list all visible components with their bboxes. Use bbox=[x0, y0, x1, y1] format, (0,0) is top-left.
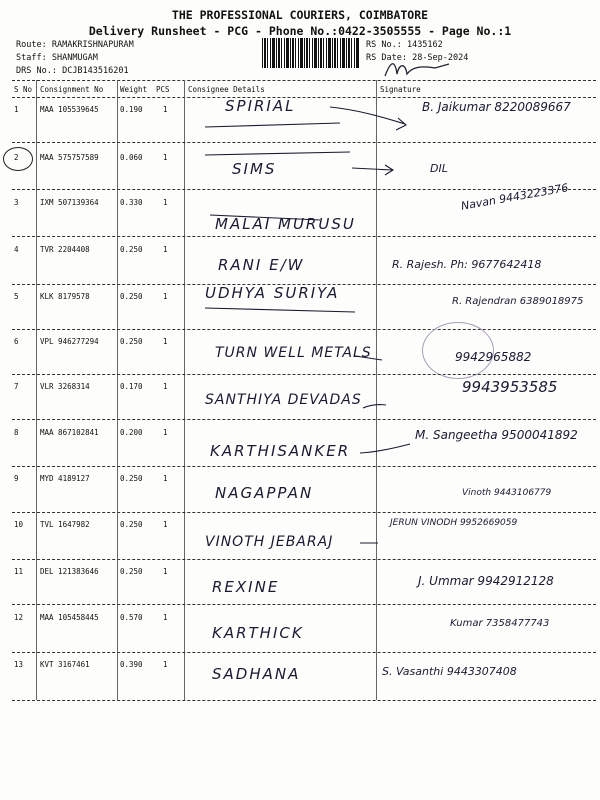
row-sno: 1 bbox=[14, 105, 19, 114]
row-consignee: MALAI MURUSU bbox=[215, 215, 356, 233]
row-pcs: 1 bbox=[163, 382, 168, 391]
col-consignee-header: Consignee Details bbox=[188, 85, 265, 94]
row-sno: 13 bbox=[14, 660, 24, 669]
row-signature: Kumar 7358477743 bbox=[450, 618, 550, 629]
row-pcs: 1 bbox=[163, 428, 168, 437]
row-consignee: SANTHIYA DEVADAS bbox=[205, 392, 362, 408]
rs-date-label: RS Date: bbox=[366, 53, 407, 63]
row-consignee: KARTHICK bbox=[212, 624, 304, 642]
row-pcs: 1 bbox=[163, 337, 168, 346]
strike-row-1 bbox=[205, 123, 340, 127]
row-consignment: TVL 1647982 bbox=[40, 520, 90, 529]
row-consignment: MAA 867102841 bbox=[40, 428, 99, 437]
row-signature: R. Rajesh. Ph: 9677642418 bbox=[392, 258, 542, 271]
arrow-row-1 bbox=[330, 107, 405, 124]
row-pcs: 1 bbox=[163, 292, 168, 301]
row-consignment: DEL 121383646 bbox=[40, 567, 99, 576]
staff-label: Staff: bbox=[16, 53, 47, 63]
row-weight: 0.190 bbox=[120, 105, 143, 114]
row-pcs: 1 bbox=[163, 613, 168, 622]
arrow-row-2 bbox=[352, 168, 392, 170]
row-pcs: 1 bbox=[163, 245, 168, 254]
row-consignee: RANI E/W bbox=[218, 256, 305, 274]
col-consignment-header: Consignment No bbox=[40, 85, 104, 94]
row-sno: 4 bbox=[14, 245, 19, 254]
row-consignment: MAA 575757589 bbox=[40, 153, 99, 162]
row-sno: 3 bbox=[14, 198, 19, 207]
row-signature: Navan 9443223376 bbox=[460, 181, 570, 213]
arrow-row-8 bbox=[360, 444, 410, 453]
row-consignment: VLR 3268314 bbox=[40, 382, 90, 391]
row-consignee: KARTHISANKER bbox=[210, 442, 351, 460]
row-sno: 11 bbox=[14, 567, 24, 576]
staff-value: SHANMUGAM bbox=[51, 53, 98, 63]
row-consignment: VPL 946277294 bbox=[40, 337, 99, 346]
company-title: THE PROFESSIONAL COURIERS, COIMBATORE bbox=[171, 8, 429, 22]
row-signature: S. Vasanthi 9443307408 bbox=[382, 665, 517, 678]
row-pcs: 1 bbox=[163, 105, 168, 114]
row-consignee: SPIRIAL bbox=[225, 97, 296, 115]
runsheet-subtitle: Delivery Runsheet - PCG - Phone No.:0422-3505555 - Page No.:1 bbox=[88, 24, 512, 38]
row-signature: JERUN VINODH 9952669059 bbox=[390, 518, 518, 528]
row-weight: 0.170 bbox=[120, 382, 143, 391]
row-consignment: TVR 2204408 bbox=[40, 245, 90, 254]
row-weight: 0.250 bbox=[120, 245, 143, 254]
strike-row-2 bbox=[205, 152, 350, 155]
row-consignee: SADHANA bbox=[212, 665, 301, 683]
row-weight: 0.250 bbox=[120, 474, 143, 483]
route-value: RAMAKRISHNAPURAM bbox=[51, 40, 134, 50]
row-weight: 0.570 bbox=[120, 613, 143, 622]
row-sno: 5 bbox=[14, 292, 19, 301]
row-consignee: UDHYA SURIYA bbox=[205, 284, 340, 302]
col-pcs-header: PCS bbox=[156, 85, 170, 94]
strike-row-3 bbox=[210, 215, 320, 220]
arrow-row-6 bbox=[355, 356, 382, 360]
row-signature: M. Sangeetha 9500041892 bbox=[415, 428, 578, 442]
row-sno: 2 bbox=[14, 153, 19, 162]
row-signature: 9943953585 bbox=[462, 378, 558, 396]
rs-no-value: 1435162 bbox=[406, 40, 443, 50]
row-weight: 0.250 bbox=[120, 292, 143, 301]
row-weight: 0.250 bbox=[120, 337, 143, 346]
rs-date-value: 28-Sep-2024 bbox=[412, 53, 469, 63]
col-weight-header: Weight bbox=[120, 85, 148, 94]
row-sno: 9 bbox=[14, 474, 19, 483]
row-sno: 6 bbox=[14, 337, 19, 346]
row-consignee: SIMS bbox=[232, 160, 277, 178]
row-pcs: 1 bbox=[163, 567, 168, 576]
arrow-head bbox=[396, 118, 406, 130]
row-signature: 9942965882 bbox=[455, 350, 532, 364]
row-sno: 10 bbox=[14, 520, 24, 529]
row-signature: DIL bbox=[430, 162, 448, 175]
row-consignment: MYD 4189127 bbox=[40, 474, 90, 483]
row-consignment: MAA 105539645 bbox=[40, 105, 99, 114]
row-pcs: 1 bbox=[163, 153, 168, 162]
row-consignee: REXINE bbox=[212, 578, 280, 596]
row-weight: 0.060 bbox=[120, 153, 143, 162]
row-pcs: 1 bbox=[163, 520, 168, 529]
row-signature: B. Jaikumar 8220089667 bbox=[422, 100, 571, 114]
row-consignment: MAA 105458445 bbox=[40, 613, 99, 622]
col-sno-header: S No bbox=[14, 85, 33, 94]
arrow-row-7 bbox=[363, 405, 386, 408]
row-weight: 0.200 bbox=[120, 428, 143, 437]
row-consignee: TURN WELL METALS bbox=[215, 345, 372, 361]
rs-no-label: RS No.: bbox=[366, 40, 402, 50]
row-sno: 7 bbox=[14, 382, 19, 391]
row-sno: 8 bbox=[14, 428, 19, 437]
row-consignment: KVT 3167461 bbox=[40, 660, 90, 669]
row-sno: 12 bbox=[14, 613, 24, 622]
row-consignee: VINOTH JEBARAJ bbox=[205, 534, 334, 550]
row-weight: 0.250 bbox=[120, 520, 143, 529]
row-weight: 0.250 bbox=[120, 567, 143, 576]
row-weight: 0.330 bbox=[120, 198, 143, 207]
col-signature-header: Signature bbox=[380, 85, 421, 94]
row-signature: J. Ummar 9942912128 bbox=[418, 574, 554, 588]
drs-value: DCJB143516201 bbox=[62, 66, 129, 76]
row-signature: Vinoth 9443106779 bbox=[462, 488, 552, 498]
row-consignee: NAGAPPAN bbox=[215, 484, 314, 502]
drs-label: DRS No.: bbox=[16, 66, 57, 76]
route-label: Route: bbox=[16, 40, 47, 50]
row-weight: 0.390 bbox=[120, 660, 143, 669]
strike-row-5 bbox=[205, 308, 355, 312]
row-pcs: 1 bbox=[163, 660, 168, 669]
row-signature: R. Rajendran 6389018975 bbox=[452, 296, 584, 307]
row-pcs: 1 bbox=[163, 198, 168, 207]
row-pcs: 1 bbox=[163, 474, 168, 483]
row-consignment: KLK 8179578 bbox=[40, 292, 90, 301]
row-consignment: IXM 507139364 bbox=[40, 198, 99, 207]
